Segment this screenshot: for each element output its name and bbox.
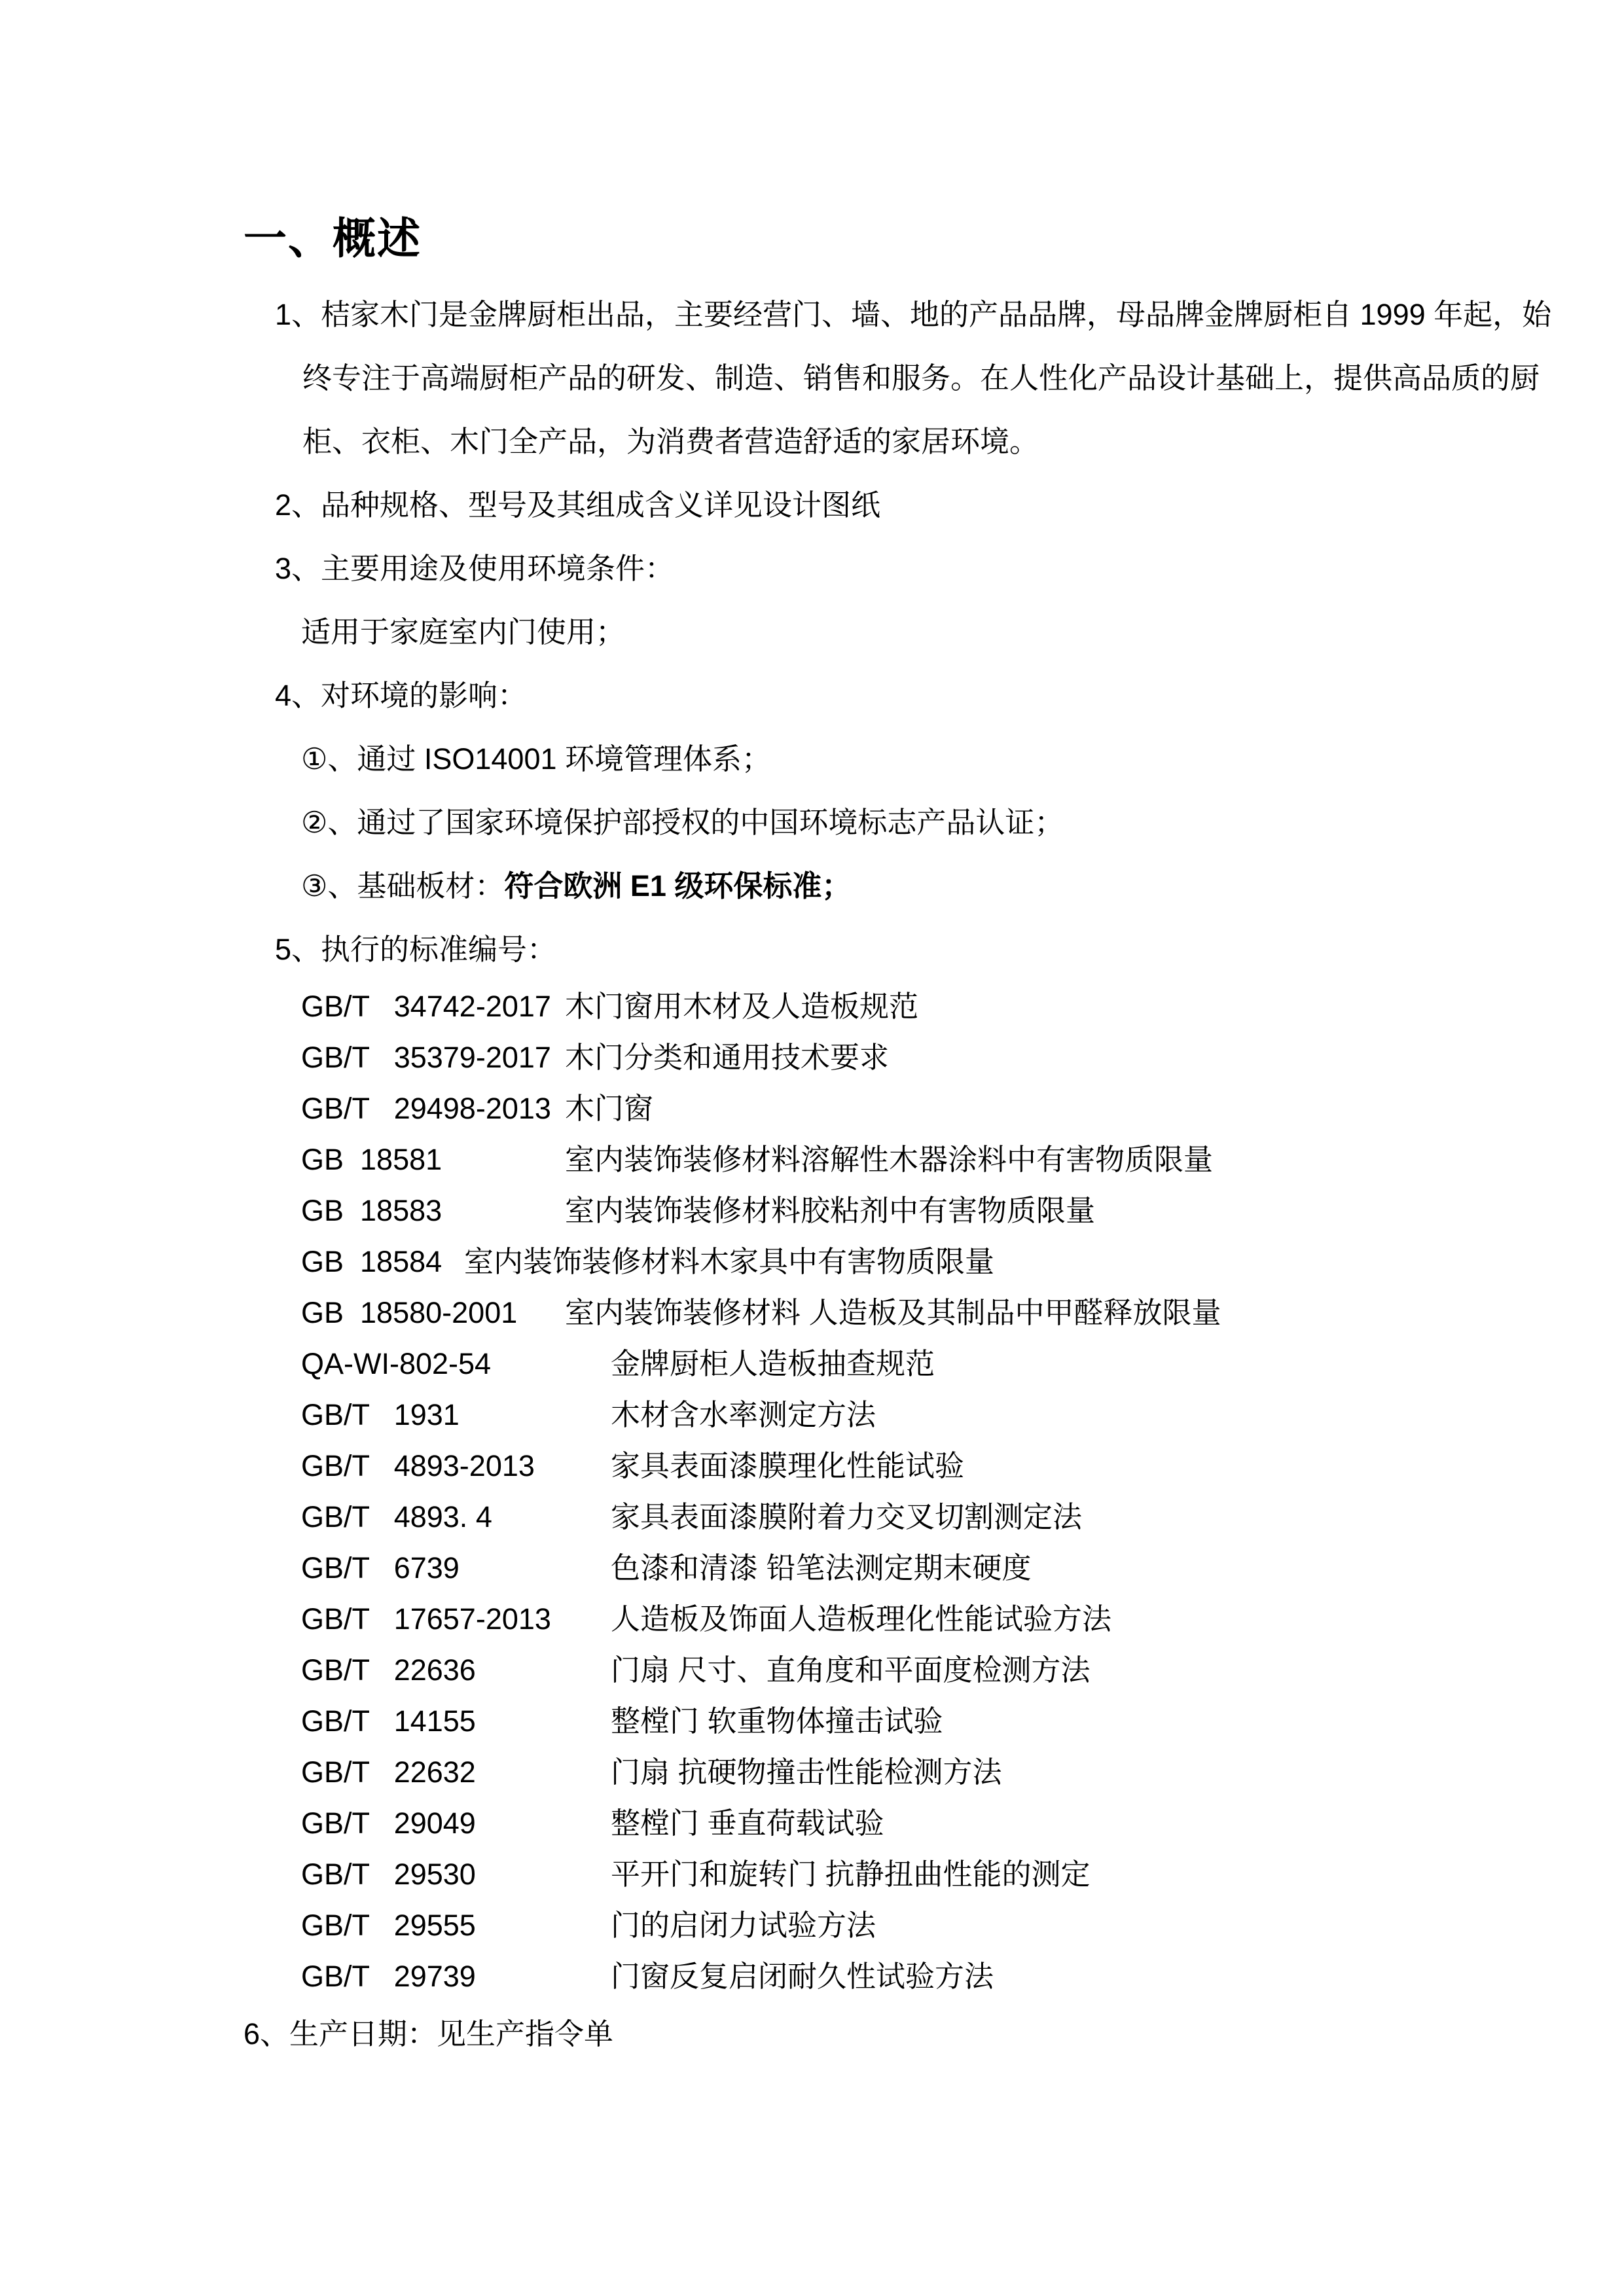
standard-code: GB/T 22636	[301, 1653, 476, 1687]
table-row	[301, 1747, 1624, 1798]
table-row	[301, 1543, 1624, 1594]
table-row	[301, 1492, 1624, 1543]
sub-3-bold-text: 符合欧洲 E1 级环保标准；	[504, 869, 852, 903]
standard-code: GB/T 29530	[301, 1857, 476, 1891]
standard-name: 室内装饰装修材料胶粘剂中有害物质限量	[565, 1194, 1096, 1227]
table-row	[301, 1441, 1624, 1492]
standard-code: GB 18583	[301, 1194, 442, 1227]
standard-code: GB/T 17657-2013	[301, 1602, 551, 1636]
list-item-4-sub-1: ①、通过 ISO14001 环境管理体系；	[301, 742, 772, 776]
standard-name: 门的启闭力试验方法	[611, 1909, 876, 1942]
list-item-4-sub-2: ②、通过了国家环境保护部授权的中国环境标志产品认证；	[301, 806, 1064, 839]
paragraph-line: 终专注于高端厨柜产品的研发、制造、销售和服务。在人性化产品设计基础上，提供高品质的厨	[302, 361, 1540, 395]
standard-name: 室内装饰装修材料 人造板及其制品中甲醛释放限量	[565, 1296, 1221, 1329]
standard-code: GB/T 29555	[301, 1909, 476, 1942]
standard-code: GB/T 29049	[301, 1806, 476, 1840]
standard-code: GB/T 29739	[301, 1960, 476, 1993]
table-row	[301, 981, 1624, 1032]
table-row	[301, 1236, 1624, 1287]
table-row	[301, 1594, 1624, 1645]
standard-code: GB 18584	[301, 1245, 442, 1278]
standard-code: GB/T 4893. 4	[301, 1500, 492, 1534]
paragraph-line: 柜、衣柜、木门全产品，为消费者营造舒适的家居环境。	[302, 425, 1039, 458]
table-row	[301, 1338, 1624, 1390]
standard-name: 门扇 抗硬物撞击性能检测方法	[611, 1755, 1002, 1789]
list-item-3: 3、主要用途及使用环境条件：	[275, 552, 675, 585]
table-row	[301, 1951, 1624, 2002]
list-item-5: 5、执行的标准编号：	[275, 933, 557, 966]
standard-name: 木门窗	[565, 1092, 654, 1125]
table-row	[301, 1390, 1624, 1441]
standard-code: GB 18581	[301, 1143, 442, 1176]
standard-code: QA-WI-802-54	[301, 1347, 492, 1380]
table-row	[301, 1083, 1624, 1134]
page-title: 一、概述	[244, 214, 422, 262]
table-row	[301, 1185, 1624, 1236]
standard-name: 人造板及饰面人造板理化性能试验方法	[611, 1602, 1112, 1636]
standard-code: GB/T 34742-2017	[301, 990, 551, 1023]
standard-code: GB/T 6739	[301, 1551, 460, 1585]
sub-3-prefix: ③、基础板材：	[301, 869, 505, 903]
table-row	[301, 1849, 1624, 1900]
table-row	[301, 1287, 1624, 1338]
standard-code: GB/T 1931	[301, 1398, 460, 1431]
table-row	[301, 1900, 1624, 1951]
standard-name: 色漆和清漆 铅笔法测定期末硬度	[611, 1551, 1032, 1585]
standard-code: GB/T 29498-2013	[301, 1092, 551, 1125]
standard-name: 室内装饰装修材料木家具中有害物质限量	[464, 1245, 995, 1278]
list-item-3-sub: 适用于家庭室内门使用；	[301, 615, 626, 649]
standard-code: GB/T 22632	[301, 1755, 476, 1789]
standard-name: 家具表面漆膜理化性能试验	[611, 1449, 965, 1482]
standard-code: GB/T 35379-2017	[301, 1041, 551, 1074]
table-row	[301, 1798, 1624, 1849]
standard-name: 木门窗用木材及人造板规范	[565, 990, 919, 1023]
list-item-6: 6、生产日期：见生产指令单	[244, 2017, 614, 2051]
standard-name: 室内装饰装修材料溶解性木器涂料中有害物质限量	[565, 1143, 1214, 1176]
standards-list	[301, 981, 1624, 2002]
table-row	[301, 1645, 1624, 1696]
standard-name: 门窗反复启闭耐久性试验方法	[611, 1960, 994, 1993]
standard-code: GB 18580-2001	[301, 1296, 518, 1329]
standard-name: 木门分类和通用技术要求	[565, 1041, 890, 1074]
list-item-2: 2、品种规格、型号及其组成含义详见设计图纸	[275, 488, 881, 522]
standard-name: 整樘门 垂直荷载试验	[611, 1806, 884, 1840]
standard-name: 整樘门 软重物体撞击试验	[611, 1704, 943, 1738]
list-item-4: 4、对环境的影响：	[275, 679, 528, 712]
standard-name: 木材含水率测定方法	[611, 1398, 876, 1431]
standard-name: 家具表面漆膜附着力交叉切割测定法	[611, 1500, 1083, 1534]
table-row	[301, 1134, 1624, 1185]
list-item-4-sub-3	[301, 854, 1624, 918]
standard-name: 门扇 尺寸、直角度和平面度检测方法	[611, 1653, 1091, 1687]
standard-name: 金牌厨柜人造板抽查规范	[611, 1347, 935, 1380]
paragraph-line: 1、桔家木门是金牌厨柜出品，主要经营门、墙、地的产品品牌，母品牌金牌厨柜自 1999 年起，始	[275, 298, 1552, 331]
standard-code: GB/T 4893-2013	[301, 1449, 535, 1482]
overview-paragraph	[0, 283, 1624, 473]
table-row	[301, 1032, 1624, 1083]
standard-name: 平开门和旋转门 抗静扭曲性能的测定	[611, 1857, 1091, 1891]
standard-code: GB/T 14155	[301, 1704, 476, 1738]
table-row	[301, 1696, 1624, 1747]
